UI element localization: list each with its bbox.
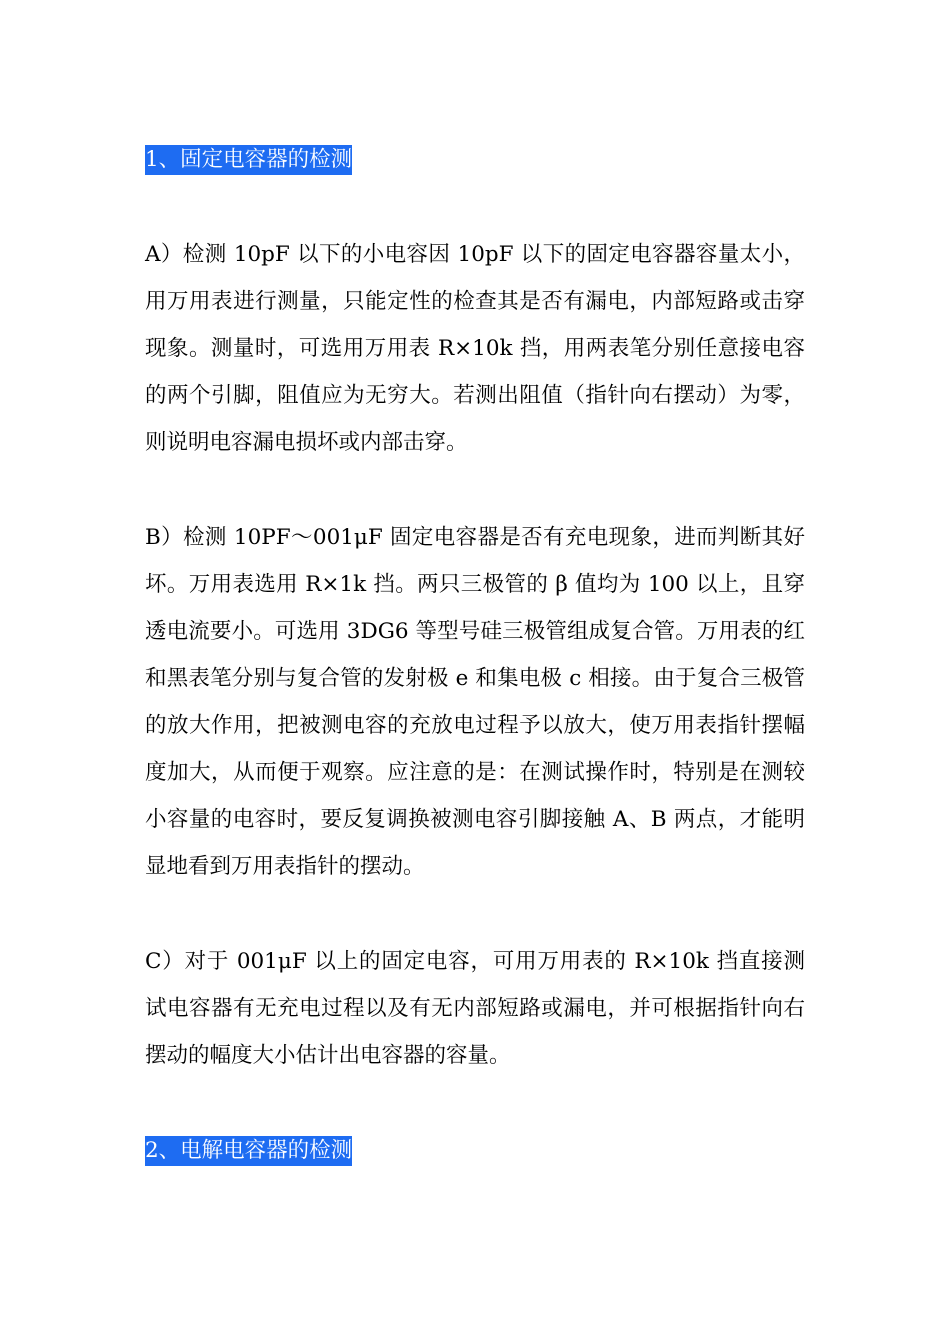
paragraph-a: A）检测 10pF 以下的小电容因 10pF 以下的固定电容器容量太小，用万用表进行测量，只能定性的检查其是否有漏电，内部短路或击穿现象。测量时，可选用万用表 R×10k 挡，用两表笔分别任意接电容的两个引脚，阻值应为无穷大。若测出阻值（指针向右摆动）为零，则说明电容漏电损坏或内部击穿。 bbox=[145, 242, 805, 455]
document-body bbox=[145, 136, 805, 1174]
paragraph-spacer bbox=[145, 466, 805, 514]
highlighted-heading-text: 1、固定电容器的检测 bbox=[145, 145, 352, 175]
paragraph-b: B）检测 10PF～001μF 固定电容器是否有充电现象，进而判断其好坏。万用表选用 R×1k 挡。两只三极管的 β 值均为 100 以上，且穿透电流要小。可选用 3DG6 等型号硅三极管组成复合管。万用表的红和黑表笔分别与复合管的发射极 e 和集电极 c 相接。由于复合三极管的放大作用，把被测电容的充放电过程予以放大，使万用表指针摆幅度加大，从而便于观察。应注意的是：在测试操作时，特别是在测较小容量的电容时，要反复调换被测电容引脚接触 A、B 两点，才能明显地看到万用表指针的摆动。 bbox=[145, 525, 805, 879]
section-heading-1 bbox=[145, 136, 805, 183]
section-heading-2 bbox=[145, 1127, 805, 1174]
paragraph-spacer bbox=[145, 1079, 805, 1127]
paragraph-c: C）对于 001μF 以上的固定电容，可用万用表的 R×10k 挡直接测试电容器有无充电过程以及有无内部短路或漏电，并可根据指针向右摆动的幅度大小估计出电容器的容量。 bbox=[145, 949, 805, 1068]
paragraph-spacer bbox=[145, 890, 805, 938]
paragraph-spacer bbox=[145, 183, 805, 231]
highlighted-heading-text: 2、电解电容器的检测 bbox=[145, 1136, 352, 1166]
